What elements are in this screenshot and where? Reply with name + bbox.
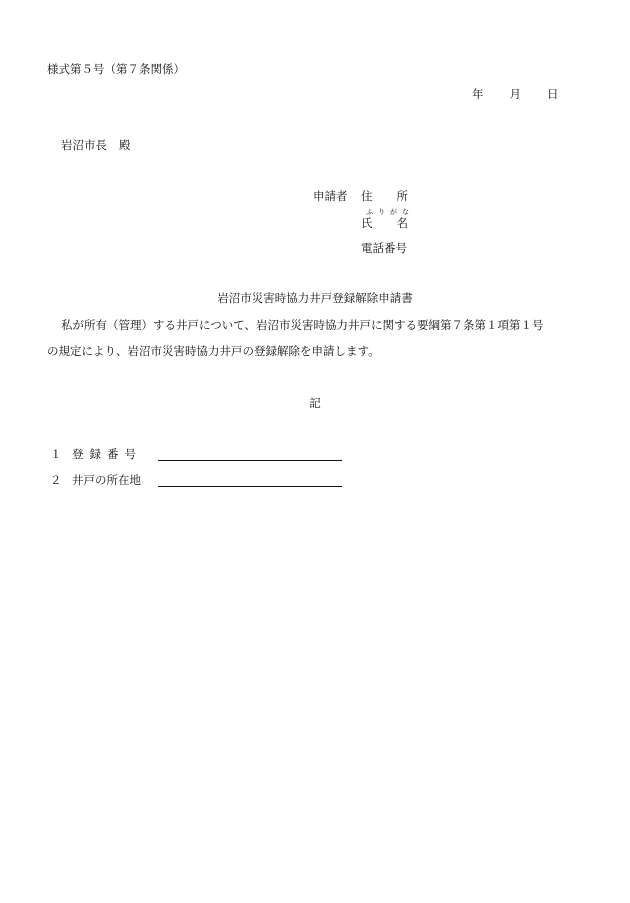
form-number: 様式第５号（第７条関係） [47,62,185,76]
item-number: １ [50,447,62,461]
applicant-label: 申請者 [313,189,348,203]
registration-number-blank-line [158,460,342,461]
registration-number-label: 登録番号 [72,447,142,461]
addressee-honorific: 殿 [119,138,131,152]
item-number: ２ [50,473,62,487]
well-location-label: 井戸の所在地 [72,473,141,487]
name-label: 氏名 [361,216,432,230]
body-text-line-2: の規定により、岩沼市災害時協力井戸の登録解除を申請します。 [47,344,380,358]
date-line [472,89,559,101]
date-day-label: 日 [547,87,559,101]
date-month-label: 月 [509,87,521,101]
well-location-blank-line [158,486,342,487]
addressee-name: 岩沼市長 [61,138,107,152]
ki-heading: 記 [309,396,321,410]
addressee [61,140,131,152]
phone-label: 電話番号 [361,241,407,255]
name-furigana: ふりがな [366,208,414,216]
document-title: 岩沼市災害時協力井戸登録解除申請書 [217,291,413,305]
address-label: 住所 [361,189,432,203]
body-text-line-1: 私が所有（管理）する井戸について、岩沼市災害時協力井戸に関する要綱第７条第１項第１号 [61,318,544,332]
date-year-label: 年 [472,87,484,101]
